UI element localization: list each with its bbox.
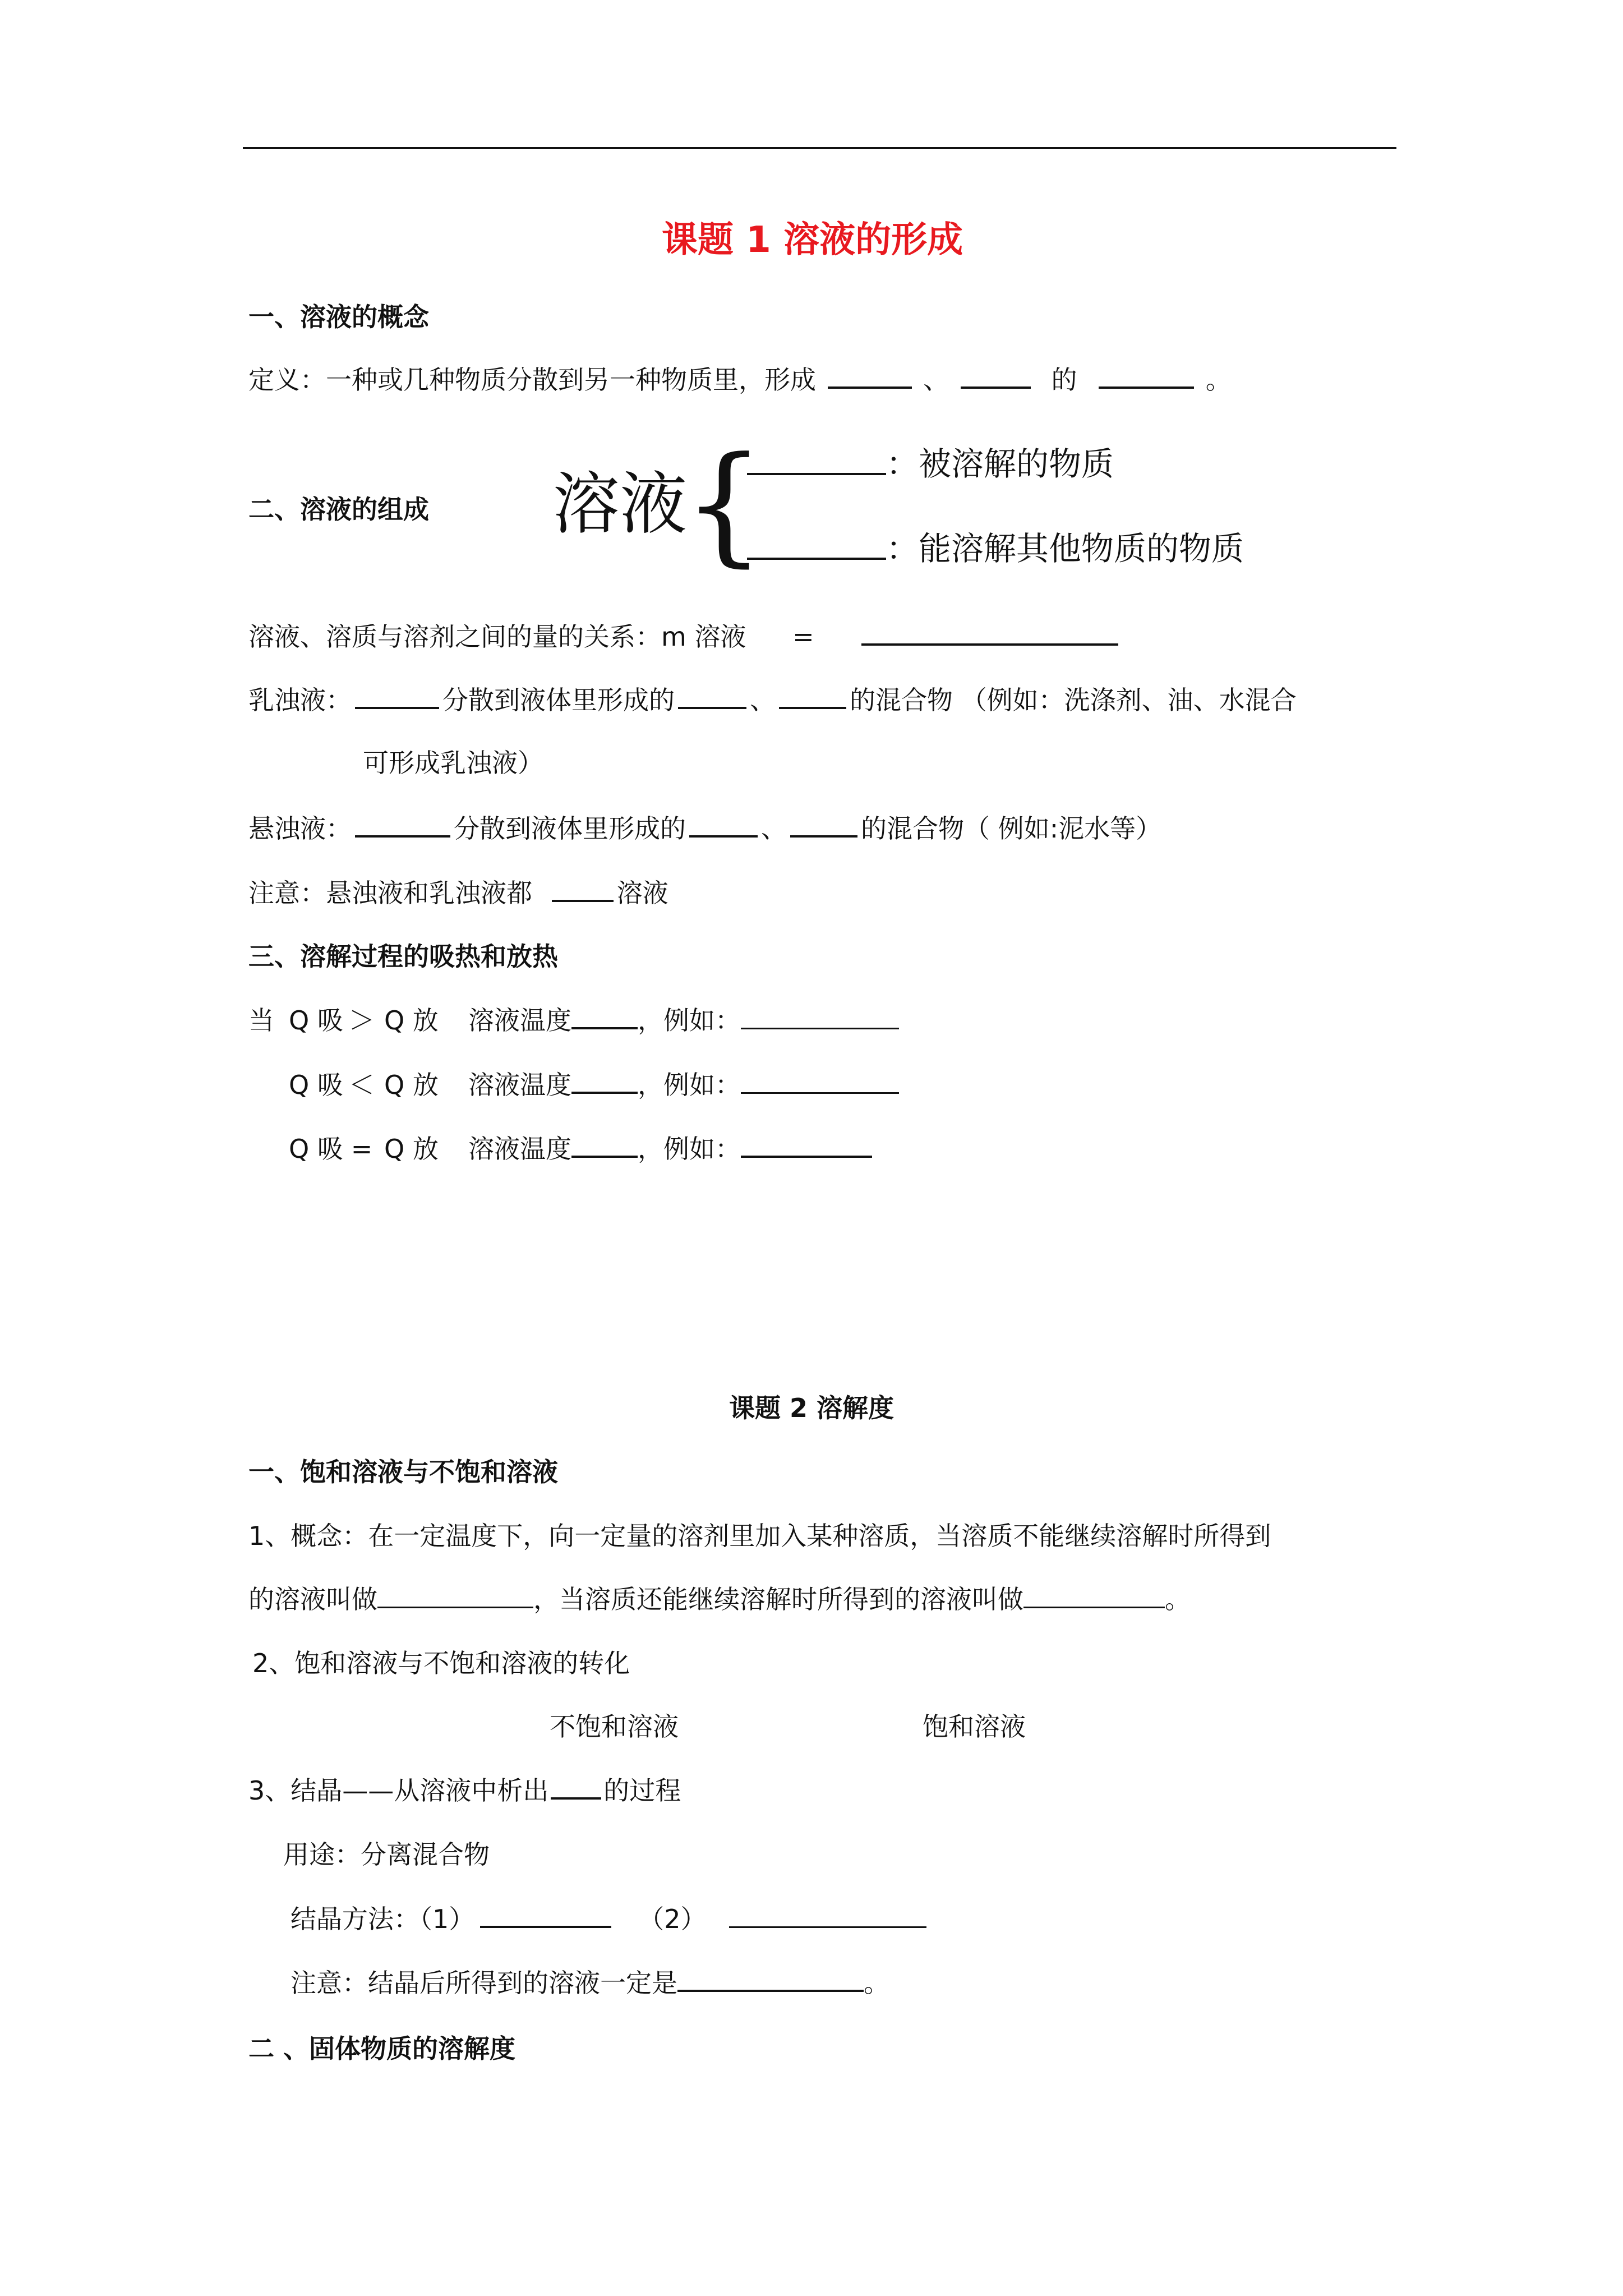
composition-brace: {: [683, 430, 766, 579]
transform-heading: 2、饱和溶液与不饱和溶液的转化: [252, 1648, 630, 1678]
solute-blank[interactable]: [747, 445, 886, 475]
method-2-blank[interactable]: [729, 1902, 926, 1928]
heat-row-temp: 溶液温度: [468, 1134, 571, 1164]
heat-row-1: [248, 1003, 899, 1037]
solvent-blank[interactable]: [747, 530, 886, 560]
header-rule: [243, 147, 1396, 149]
mass-relation-eq: =: [792, 622, 814, 652]
concept-end: 。: [1165, 1584, 1191, 1614]
heat-row-left: Q 吸: [289, 1005, 343, 1036]
methods-second: （2）: [638, 1904, 707, 1934]
methods-prefix: 结晶方法：（1）: [291, 1904, 475, 1934]
section1-heading: 一、溶液的概念: [248, 302, 429, 332]
heat-row-op: =: [351, 1134, 373, 1164]
suspension-label: 悬浊液：: [248, 813, 352, 844]
emulsion-blank-3[interactable]: [779, 683, 846, 709]
suspension-sep: 、: [761, 813, 787, 844]
suspension-blank-1[interactable]: [355, 812, 450, 838]
heat-row-2: [248, 1068, 899, 1102]
definition-sep: 、: [923, 365, 949, 395]
crystal-note-line: [291, 1966, 889, 2000]
crystal-blank[interactable]: [551, 1774, 601, 1800]
note-prefix: 注意：悬浊液和乳浊液都: [248, 878, 532, 908]
emulsion-sep: 、: [750, 685, 776, 715]
heat-row-right: Q 放: [384, 1005, 439, 1036]
suspension-blank-3[interactable]: [790, 812, 857, 838]
definition-de: 的: [1051, 365, 1077, 395]
emulsion-blank-1[interactable]: [355, 683, 439, 709]
heat-row-op: ＜: [349, 1070, 375, 1100]
emulsion-label: 乳浊液：: [248, 685, 352, 715]
mass-relation-prefix: 溶液、溶质与溶剂之间的量的关系：m 溶液: [248, 622, 746, 652]
heat-row-lead: 当: [248, 1005, 274, 1036]
definition-prefix: 定义：一种或几种物质分散到另一种物质里，形成: [248, 365, 816, 395]
suspension-line: [248, 812, 1161, 845]
definition-blank-1[interactable]: [828, 363, 912, 389]
solute-row: [747, 444, 1114, 484]
note-blank[interactable]: [552, 876, 614, 902]
emulsion-line: [248, 683, 1297, 717]
lesson2-section2-heading: 二 、固体物质的溶解度: [248, 2033, 516, 2064]
transform-right: 饱和溶液: [923, 1711, 1026, 1742]
concept-prefix: 的溶液叫做: [248, 1584, 377, 1614]
method-1-blank[interactable]: [480, 1902, 611, 1928]
composition-big-label: 溶液: [552, 466, 687, 544]
heat-row-op: ＞: [349, 1005, 375, 1036]
solute-desc: ：被溶解的物质: [886, 445, 1114, 483]
heat-row-temp-blank[interactable]: [571, 1132, 638, 1158]
crystal-line: [248, 1774, 681, 1807]
heat-row-example: ，例如：: [638, 1134, 741, 1164]
crystal-note-blank[interactable]: [677, 1966, 864, 1992]
mass-relation-blank[interactable]: [861, 620, 1118, 646]
heat-row-right: Q 放: [384, 1134, 439, 1164]
emulsion-tail: 的混合物 （例如：洗涤剂、油、水混合: [850, 685, 1297, 715]
emulsion-blank-2[interactable]: [678, 683, 746, 709]
heat-row-example: ，例如：: [638, 1005, 741, 1036]
use-line: 用途：分离混合物: [283, 1839, 490, 1870]
crystal-note-end: 。: [864, 1968, 889, 1998]
heat-row-left: Q 吸: [289, 1070, 343, 1100]
heat-row-right: Q 放: [384, 1070, 439, 1100]
heat-row-temp-blank[interactable]: [571, 1004, 638, 1029]
mass-relation-line: [248, 620, 1122, 654]
heat-row-example-blank[interactable]: [741, 1132, 872, 1158]
emulsion-mid: 分散到液体里形成的: [442, 685, 675, 715]
heat-row-example-blank[interactable]: [741, 1068, 899, 1094]
crystal-suffix: 的过程: [603, 1775, 681, 1806]
section2-heading: 二、溶液的组成: [248, 494, 429, 524]
emulsion-line-2: 可形成乳浊液）: [363, 748, 543, 778]
note-suffix: 溶液: [616, 878, 668, 908]
definition-blank-3[interactable]: [1099, 363, 1194, 389]
saturated-blank[interactable]: [377, 1582, 533, 1608]
note-line: [248, 876, 668, 910]
concept-line-1: 1、概念：在一定温度下，向一定量的溶剂里加入某种溶质，当溶质不能继续溶解时所得到: [248, 1521, 1271, 1551]
unsaturated-blank[interactable]: [1023, 1582, 1165, 1608]
heat-row-left: Q 吸: [289, 1134, 343, 1164]
heat-row-temp: 溶液温度: [468, 1005, 571, 1036]
heat-row-3: [248, 1132, 872, 1166]
suspension-tail: 的混合物（ 例如:泥水等）: [861, 813, 1162, 844]
concept-mid: ，当溶质还能继续溶解时所得到的溶液叫做: [533, 1584, 1023, 1614]
solvent-desc: ：能溶解其他物质的物质: [886, 530, 1244, 568]
heat-row-temp: 溶液温度: [468, 1070, 571, 1100]
definition-line: [248, 363, 1232, 397]
lesson1-title: 课题 1 溶液的形成: [662, 219, 963, 261]
definition-blank-2[interactable]: [961, 363, 1031, 389]
methods-line: [291, 1902, 930, 1936]
lesson2-section1-heading: 一、饱和溶液与不饱和溶液: [248, 1457, 558, 1487]
suspension-mid: 分散到液体里形成的: [454, 813, 686, 844]
crystal-note-prefix: 注意：结晶后所得到的溶液一定是: [291, 1968, 677, 1998]
solvent-row: [747, 529, 1244, 568]
lesson2-title: 课题 2 溶解度: [729, 1393, 895, 1423]
suspension-blank-2[interactable]: [689, 812, 758, 838]
section3-heading: 三、溶解过程的吸热和放热: [248, 941, 558, 972]
crystal-prefix: 3、结晶——从溶液中析出: [248, 1775, 549, 1806]
heat-row-temp-blank[interactable]: [571, 1068, 638, 1094]
transform-left: 不饱和溶液: [550, 1711, 679, 1742]
concept-line-2: [248, 1582, 1191, 1616]
definition-end: 。: [1205, 365, 1232, 395]
heat-row-example: ，例如：: [638, 1070, 741, 1100]
heat-row-example-blank[interactable]: [741, 1003, 899, 1029]
